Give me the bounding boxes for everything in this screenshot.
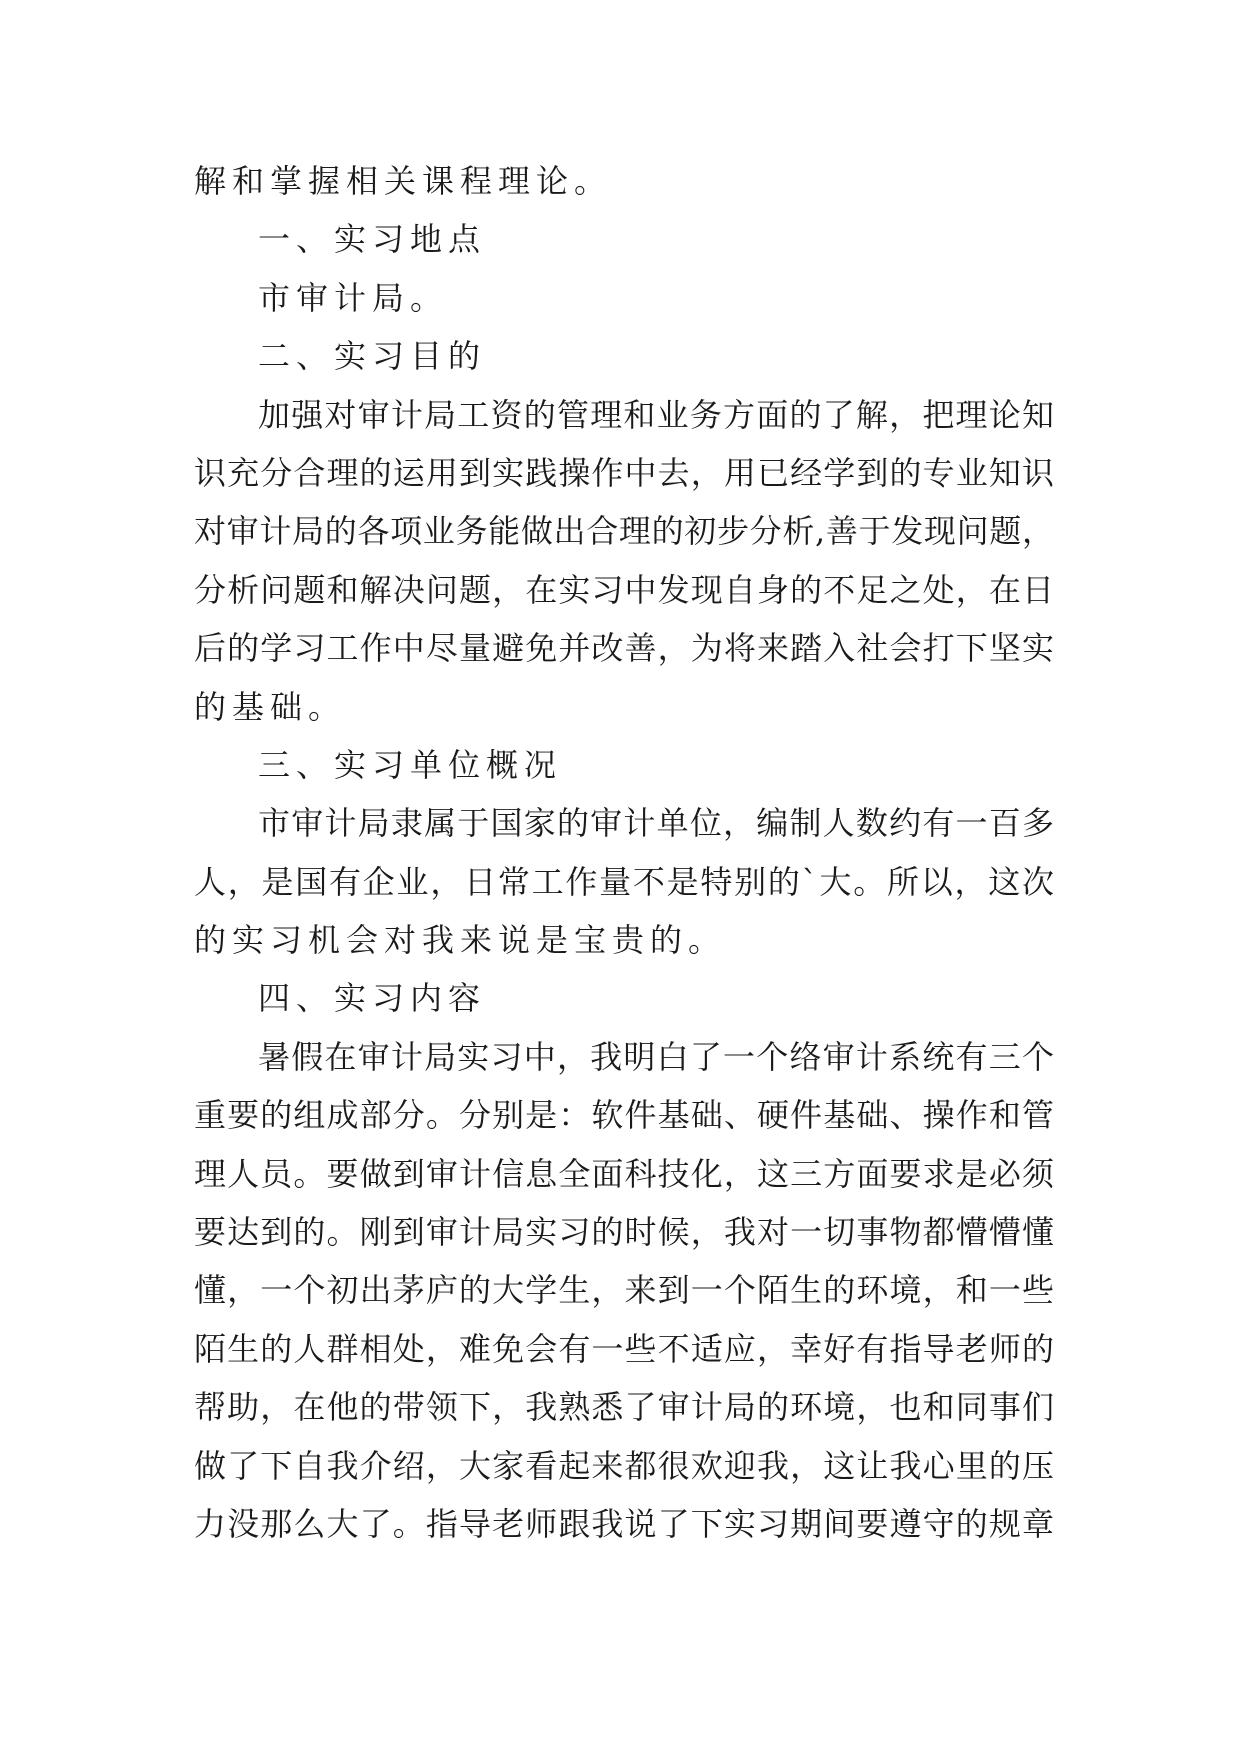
paragraph-line: 后的学习工作中尽量避免并改善，为将来踏入社会打下坚实 — [194, 629, 1054, 668]
paragraph-line: 理人员。要做到审计信息全面科技化，这三方面要求是必须 — [194, 1154, 1054, 1193]
paragraph-line: 对审计局的各项业务能做出合理的初步分析,善于发现问题， — [194, 512, 1054, 551]
paragraph-line: 分析问题和解决问题，在实习中发现自身的不足之处，在日 — [194, 570, 1054, 609]
paragraph-line: 帮助，在他的带领下，我熟悉了审计局的环境，也和同事们 — [194, 1388, 1054, 1427]
section-heading-content: 四、实习内容 — [258, 979, 487, 1018]
paragraph-line: 识充分合理的运用到实践操作中去，用已经学到的专业知识 — [194, 453, 1054, 492]
paragraph-line: 陌生的人群相处，难免会有一些不适应，幸好有指导老师的 — [194, 1329, 1054, 1368]
paragraph-line: 重要的组成部分。分别是：软件基础、硬件基础、操作和管 — [194, 1096, 1054, 1135]
section-heading-purpose: 二、实习目的 — [258, 337, 487, 376]
section-heading-location: 一、实习地点 — [258, 220, 487, 259]
paragraph-line: 的实习机会对我来说是宝贵的。 — [194, 921, 727, 960]
paragraph-line: 人，是国有企业，日常工作量不是特别的`大。所以，这次 — [194, 862, 1054, 901]
paragraph-line: 暑假在审计局实习中，我明白了一个络审计系统有三个 — [258, 1037, 1054, 1076]
section-heading-overview: 三、实习单位概况 — [258, 745, 563, 784]
paragraph-line: 加强对审计局工资的管理和业务方面的了解，把理论知 — [258, 395, 1054, 434]
paragraph-line: 懂，一个初出茅庐的大学生，来到一个陌生的环境，和一些 — [194, 1271, 1054, 1310]
paragraph-line: 的基础。 — [194, 687, 347, 726]
paragraph-line: 市审计局隶属于国家的审计单位，编制人数约有一百多 — [258, 804, 1054, 843]
paragraph-line: 做了下自我介绍，大家看起来都很欢迎我，这让我心里的压 — [194, 1446, 1054, 1485]
paragraph-line: 力没那么大了。指导老师跟我说了下实习期间要遵守的规章 — [194, 1504, 1054, 1543]
paragraph-line: 市审计局。 — [258, 278, 449, 317]
document-body — [194, 152, 1054, 1553]
paragraph-line: 要达到的。刚到审计局实习的时候，我对一切事物都懵懵懂 — [194, 1213, 1054, 1252]
paragraph-line: 解和掌握相关课程理论。 — [194, 162, 613, 200]
